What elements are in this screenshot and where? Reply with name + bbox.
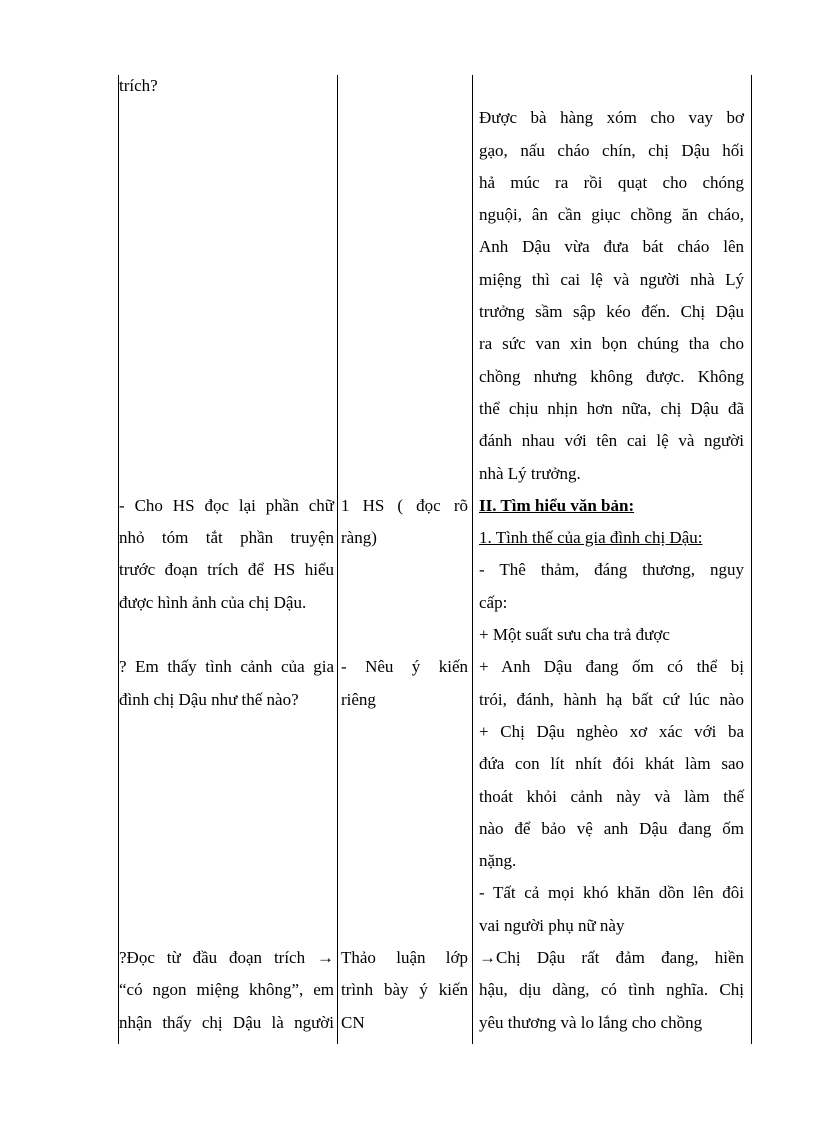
text-line: Anh Dậu vừa đưa bát cháo lên	[479, 237, 744, 257]
table-border-right	[751, 75, 752, 1044]
text-line: 1 HS ( đọc rõ	[341, 495, 468, 515]
text-line: nặng.	[479, 851, 517, 871]
text-line: + Một suất sưu cha trả được	[479, 625, 670, 645]
text-line: CN	[341, 1012, 365, 1032]
text-line: vai người phụ nữ này	[479, 915, 625, 935]
text-line: →Chị Dậu rất đảm đang, hiền	[479, 948, 744, 968]
section-heading: II. Tìm hiểu văn bản:	[479, 495, 635, 515]
text-line: nào để bảo vệ anh Dậu đang ốm	[479, 818, 744, 838]
text-line: trói, đánh, hành hạ bất cứ lúc nào	[479, 689, 744, 709]
text-line: - Cho HS đọc lại phần chữ	[119, 495, 334, 515]
text-line: được hình ảnh của chị Dậu.	[119, 592, 307, 612]
text-line: thể chịu nhịn hơn nữa, chị Dậu đã	[479, 398, 744, 418]
text-line: trình bày ý kiến	[341, 980, 468, 1000]
text-line: + Anh Dậu đang ốm có thể bị	[479, 657, 744, 677]
text-line: - Tất cả mọi khó khăn dồn lên đôi	[479, 883, 744, 903]
text-line: ra sức van xin bọn chúng tha cho	[479, 334, 744, 354]
text-line: hậu, dịu dàng, có tình nghĩa. Chị	[479, 980, 744, 1000]
text-line: thoát khỏi cảnh này và làm thế	[479, 786, 744, 806]
text-line: đình chị Dậu như thế nào?	[119, 689, 299, 709]
text-line: “có ngon miệng không”, em	[119, 980, 334, 1000]
text-line: hả múc ra rồi quạt cho chóng	[479, 172, 744, 192]
student-activity-column	[341, 70, 468, 1039]
text-line: riêng	[341, 689, 376, 709]
text-line: Thảo luận lớp	[341, 948, 468, 968]
text-line: chồng nhưng không được. Không	[479, 366, 744, 386]
subsection-heading: 1. Tình thế của gia đình chị Dậu:	[479, 528, 703, 548]
text-line: ?Đọc từ đầu đoạn trích →	[119, 948, 334, 968]
text-line: ràng)	[341, 528, 377, 548]
text-line: đánh nhau với tên cai lệ và người	[479, 431, 744, 451]
text-line: cấp:	[479, 592, 508, 612]
text-line: nhà Lý trưởng.	[479, 463, 581, 483]
text-line: - Nêu ý kiến	[341, 657, 468, 677]
text-line: nhận thấy chị Dậu là người	[119, 1012, 334, 1032]
lesson-content-column	[479, 70, 744, 1039]
text-line: đứa con lít nhít đói khát làm sao	[479, 754, 744, 774]
text-line: trước đoạn trích để HS hiểu	[119, 560, 334, 580]
text-line: nguội, ân cần giục chồng ăn cháo,	[479, 205, 744, 225]
table-divider-1	[337, 75, 338, 1044]
teacher-activity-column	[119, 70, 334, 1039]
text-line: trưởng sầm sập kéo đến. Chị Dậu	[479, 302, 744, 322]
text-line: yêu thương và lo lắng cho chồng	[479, 1012, 703, 1032]
text-line: gạo, nấu cháo chín, chị Dậu hối	[479, 140, 744, 160]
text-line: Được bà hàng xóm cho vay bơ	[479, 108, 744, 128]
text-line: miệng thì cai lệ và người nhà Lý	[479, 269, 744, 289]
table-divider-2	[472, 75, 473, 1044]
text-line: nhỏ tóm tắt phần truyện	[119, 528, 334, 548]
text-line: ? Em thấy tình cảnh của gia	[119, 657, 334, 677]
text-line: trích?	[119, 76, 158, 95]
text-line: - Thê thảm, đáng thương, nguy	[479, 560, 744, 580]
text-line: + Chị Dậu nghèo xơ xác với ba	[479, 721, 744, 741]
